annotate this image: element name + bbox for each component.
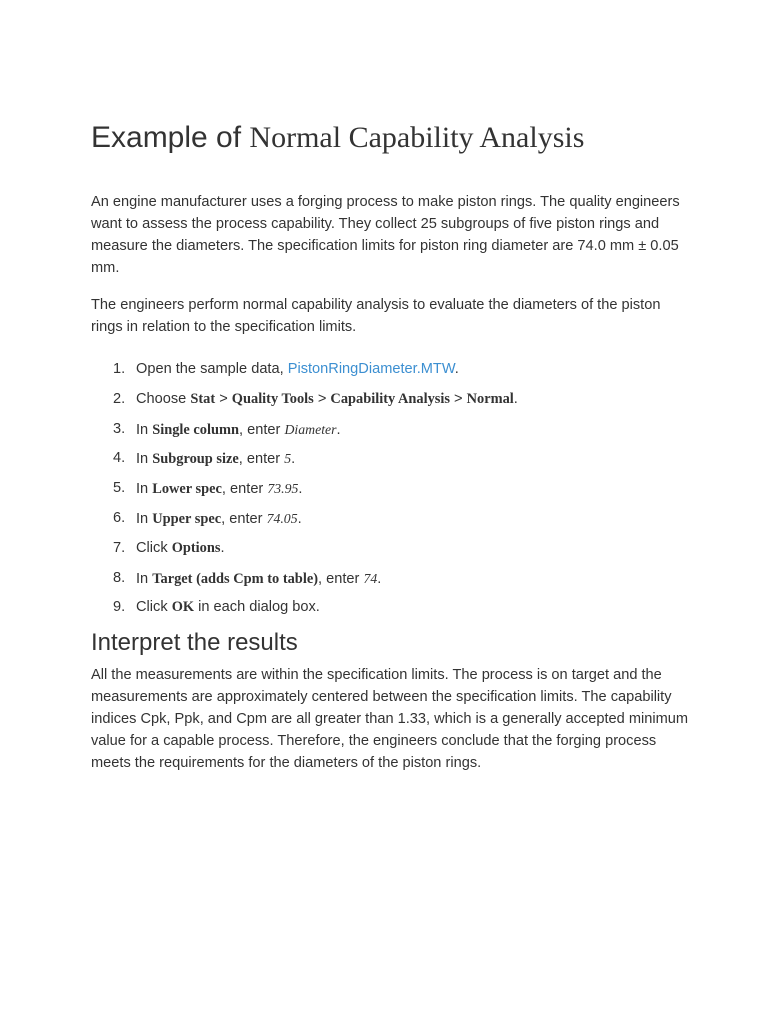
- field-target: Target (adds Cpm to table): [152, 570, 318, 587]
- value-lower-spec: 73.95: [267, 481, 299, 497]
- step-3: [91, 415, 691, 445]
- step-5: [91, 474, 691, 504]
- step-2: [91, 385, 691, 415]
- button-ok: OK: [171, 599, 195, 616]
- step-end: .: [377, 570, 382, 587]
- step-pre: In: [136, 481, 153, 498]
- step-pre: In: [136, 421, 153, 438]
- field-upper-spec: Upper spec: [152, 510, 222, 527]
- field-lower-spec: Lower spec: [152, 481, 222, 498]
- step-number: 5.: [113, 480, 126, 497]
- steps-list: [91, 355, 691, 623]
- page-title: [91, 118, 691, 158]
- step-number: 2.: [113, 390, 126, 407]
- step-number: 9.: [113, 599, 126, 616]
- menu-quality-tools: Quality Tools: [231, 390, 314, 407]
- page-title-part-2: Normal Capability Analysis: [249, 121, 585, 154]
- step-mid: , enter: [238, 451, 285, 468]
- step-mid: , enter: [221, 481, 268, 498]
- step-pre: In: [136, 451, 153, 468]
- menu-separator: >: [449, 390, 467, 407]
- step-end: .: [454, 361, 459, 377]
- step-end: .: [297, 510, 302, 527]
- step-end: .: [220, 539, 225, 556]
- menu-capability-analysis: Capability Analysis: [330, 390, 450, 407]
- step-number: 4.: [113, 450, 126, 467]
- menu-normal: Normal: [466, 390, 514, 407]
- step-number: 3.: [113, 420, 126, 437]
- page-title-part-1: Example of: [91, 121, 250, 154]
- document-page: [91, 118, 691, 774]
- step-8: [91, 564, 691, 594]
- step-pre: Click: [136, 539, 172, 556]
- intro-paragraph-1: An engine manufacturer uses a forging process to make piston rings. The quality engineers want to assess the process capability. They collect 25 subgroups of five piston rings and measure the diameters. The specification limits for piston ring diameter are 74.0 mm ± 0.05 mm.: [91, 194, 680, 276]
- sample-data-link[interactable]: PistonRingDiameter.MTW: [287, 361, 455, 377]
- intro-paragraph-2: The engineers perform normal capability analysis to evaluate the diameters of the piston rings in relation to the specification limits.: [91, 297, 661, 335]
- results-paragraph: All the measurements are within the specification limits. The process is on target and the measurements are approximately centered between the specification limits. The capability indices Cpk, Ppk, and Cpm are all greater than 1.33, which is a generally accepted minimum value for a capable process. Therefore, the engineers conclude that the forging process meets the requirements for the diameters of the piston rings.: [91, 667, 689, 772]
- value-upper-spec: 74.05: [266, 510, 298, 526]
- step-end: .: [336, 421, 341, 438]
- step-1: [91, 355, 691, 385]
- step-number: 1.: [113, 361, 126, 377]
- step-pre: Click: [136, 599, 172, 616]
- step-number: 7.: [113, 539, 126, 556]
- step-7: [91, 534, 691, 564]
- results-heading: Interpret the results: [91, 629, 298, 657]
- menu-separator: >: [313, 390, 331, 407]
- step-mid: , enter: [318, 570, 364, 587]
- step-text: Choose: [136, 390, 191, 407]
- field-subgroup-size: Subgroup size: [152, 451, 239, 468]
- step-mid: , enter: [221, 510, 267, 527]
- field-single-column: Single column: [152, 421, 239, 438]
- step-9: [91, 593, 691, 623]
- step-end: .: [291, 451, 296, 468]
- menu-stat: Stat: [190, 390, 216, 407]
- value-target: 74: [363, 570, 378, 586]
- menu-separator: >: [215, 390, 232, 407]
- step-pre: In: [136, 570, 153, 587]
- step-number: 6.: [113, 509, 126, 526]
- value-subgroup-size: 5: [284, 451, 292, 467]
- step-end: .: [513, 390, 518, 407]
- step-4: [91, 444, 691, 474]
- value-diameter: Diameter: [284, 421, 337, 437]
- step-mid: , enter: [239, 421, 285, 438]
- step-number: 8.: [113, 569, 126, 586]
- step-6: [91, 504, 691, 534]
- step-text: Open the sample data,: [136, 361, 288, 377]
- step-end: .: [298, 481, 303, 498]
- step-pre: In: [136, 510, 153, 527]
- button-options: Options: [171, 539, 221, 556]
- step-end: in each dialog box.: [194, 599, 320, 616]
